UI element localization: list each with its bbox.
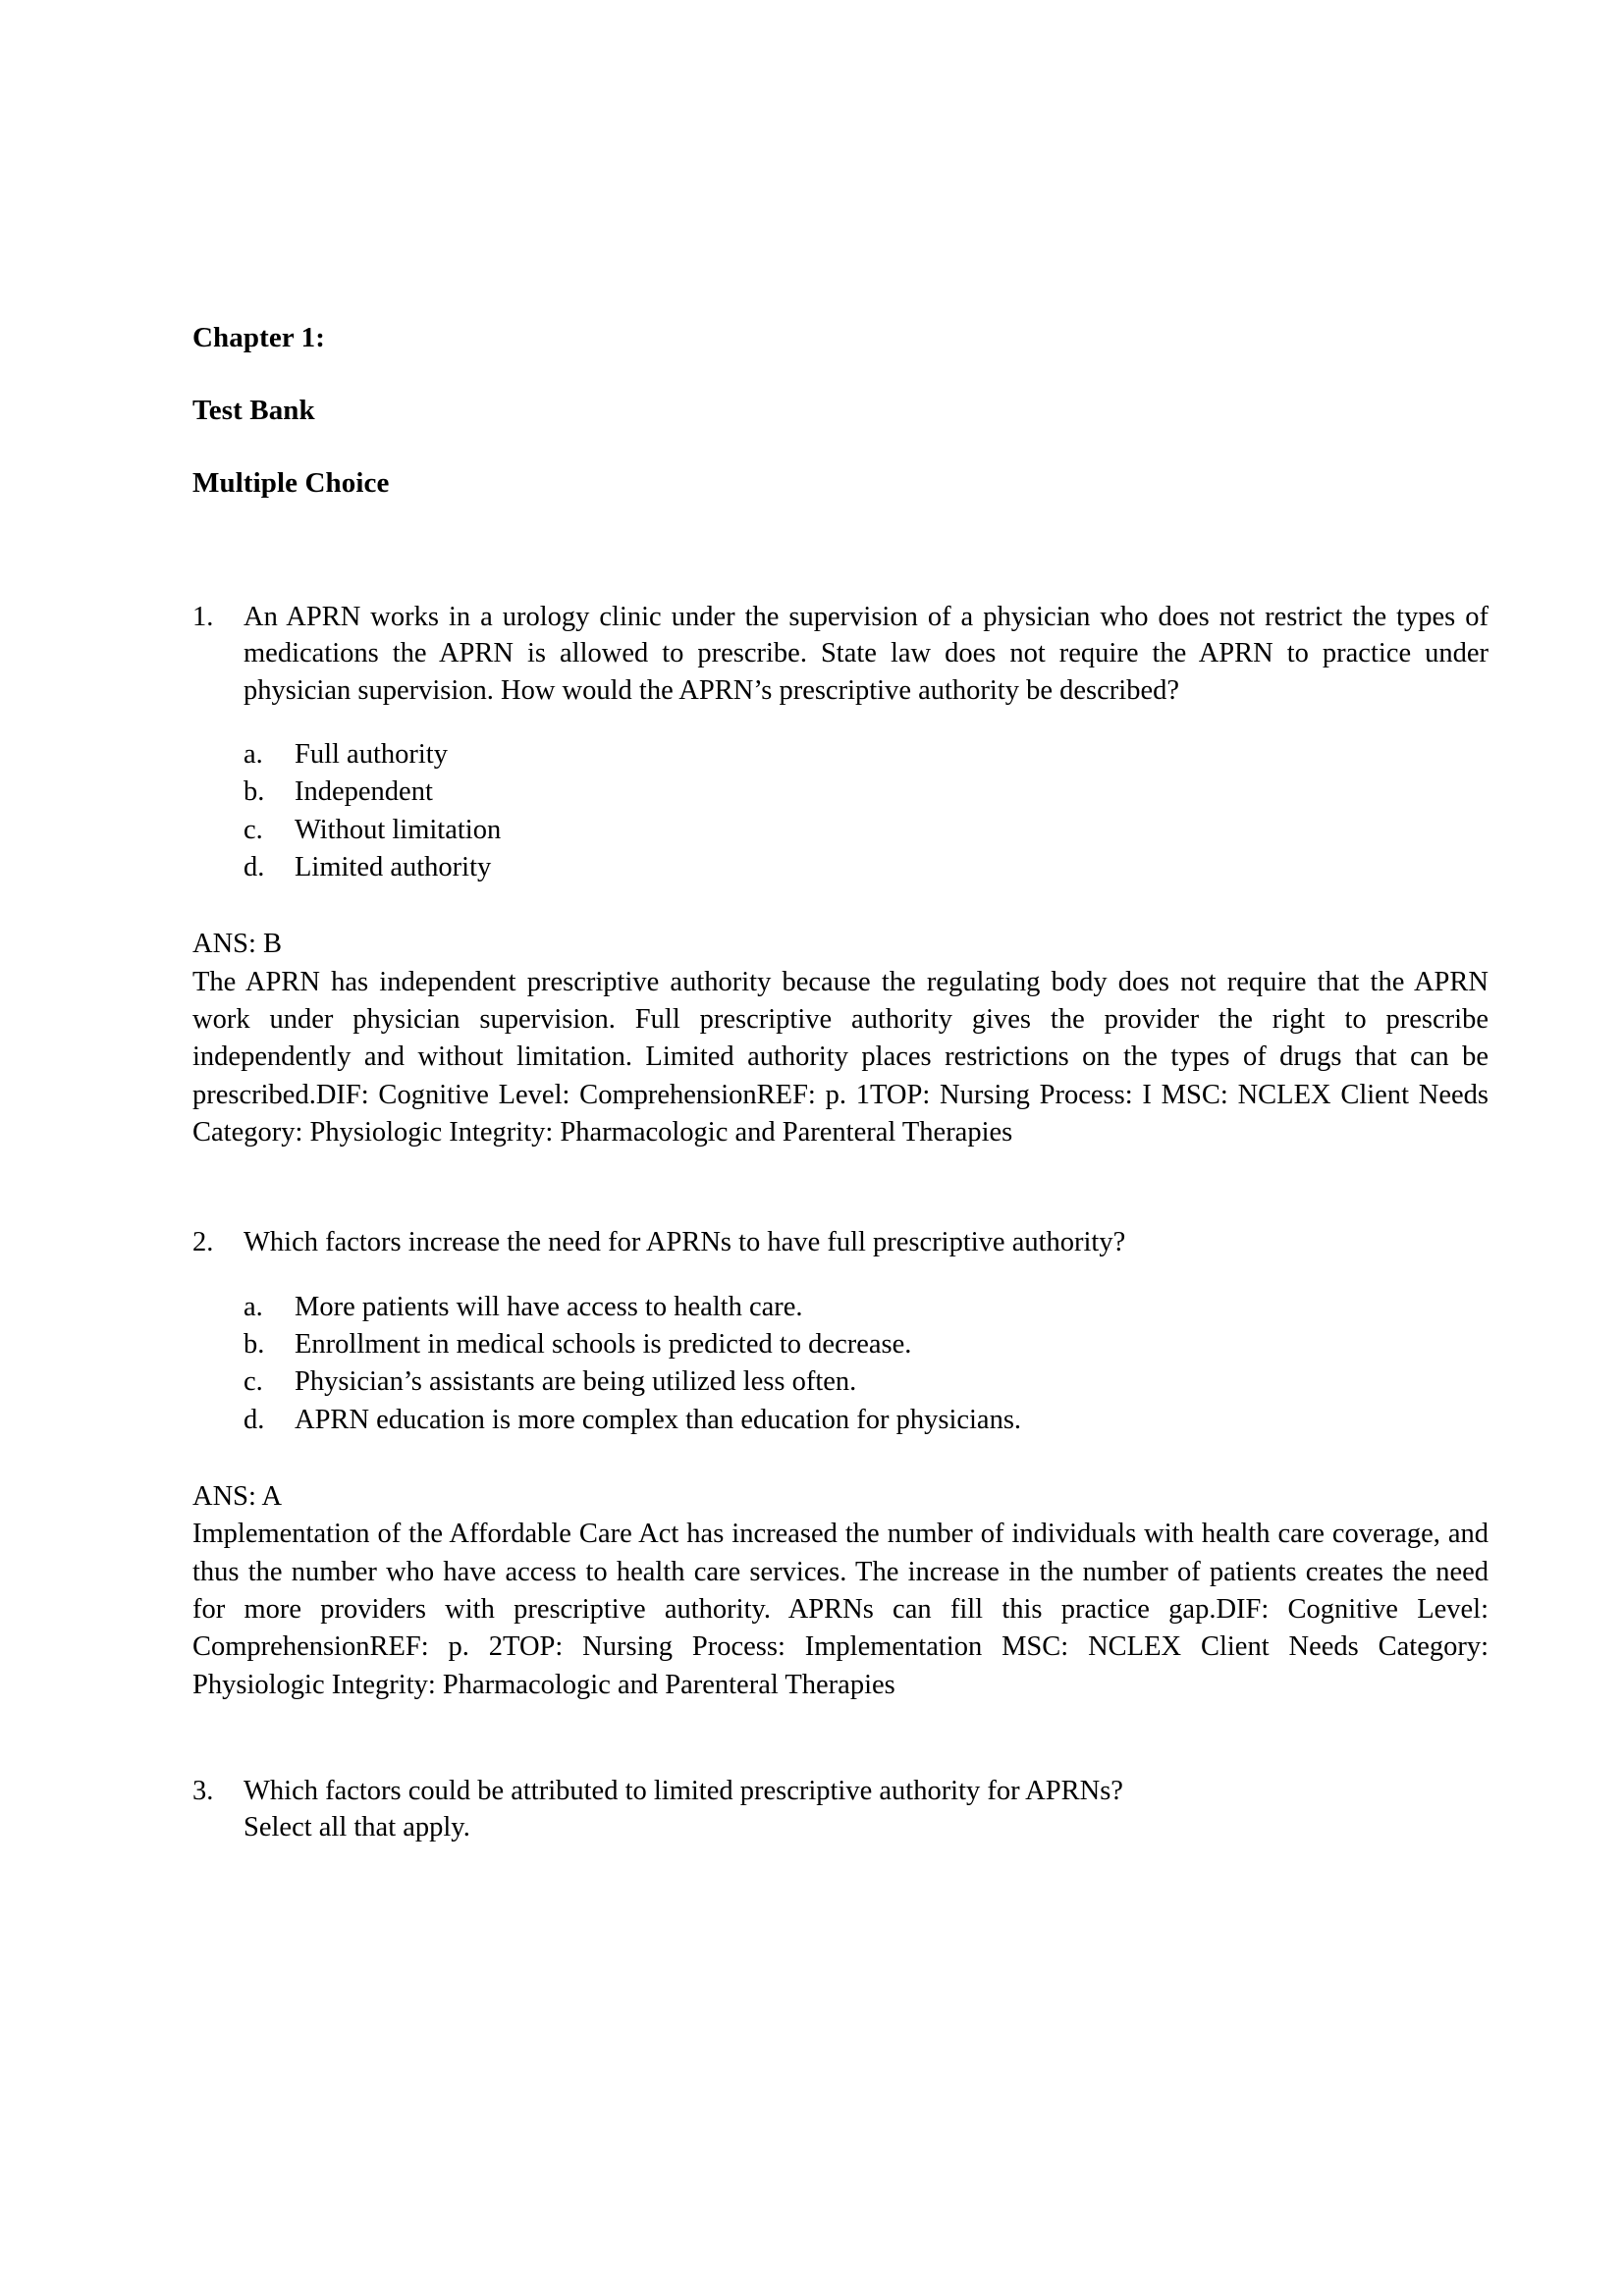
option-text: Limited authority [295, 851, 492, 882]
answer-option[interactable] [192, 1402, 1489, 1439]
question-item-3 [192, 1773, 1489, 1847]
question-stem-row [192, 1224, 1489, 1260]
option-label: c. [244, 1366, 263, 1398]
question-spacer [192, 1151, 1489, 1224]
option-label: b. [244, 1328, 265, 1360]
option-label: b. [244, 776, 265, 808]
answer-rationale: The APRN has independent prescriptive authority because the regulating body does not require that the APRN work under physician supervision. Full prescriptive authority gives the provider the right to prescribe independently and without limitation. Limited authority places restrictions on the types of drugs that can be prescribed.DIF: Cognitive Level: ComprehensionREF: p. 1TOP: Nursing Process: I MSC: NCLEX Client Needs Category: Physiologic Integrity: Pharmacologic and Parenteral Therapies [192, 966, 1489, 1148]
option-label: d. [244, 1404, 265, 1435]
question-stem-text: Which factors could be attributed to limited prescriptive authority for APRNs? [244, 1775, 1123, 1806]
option-text: Independent [295, 776, 433, 808]
option-text: More patients will have access to health care. [295, 1291, 803, 1322]
option-text: Enrollment in medical schools is predicted to decrease. [295, 1328, 912, 1360]
answer-option[interactable] [192, 774, 1489, 811]
option-label: a. [244, 1291, 263, 1322]
answer-option[interactable] [192, 1289, 1489, 1326]
answer-block [192, 926, 1489, 1151]
option-label: d. [244, 851, 265, 882]
test-bank-heading: Test Bank [192, 395, 315, 426]
select-all-that-apply-instruction: Select all that apply. [244, 1812, 470, 1843]
answer-option-list [192, 1289, 1489, 1439]
answer-key-line: ANS: B [192, 929, 283, 960]
option-label: a. [244, 738, 263, 770]
question-item-1 [192, 599, 1489, 1151]
section-heading-multiple-choice: Multiple Choice [192, 467, 390, 499]
answer-option[interactable] [192, 849, 1489, 886]
question-number: 2. [192, 1227, 214, 1258]
question-stem-text: Which factors increase the need for APRNs to have full prescriptive authority? [244, 1227, 1126, 1258]
answer-option[interactable] [192, 1363, 1489, 1401]
option-text: Full authority [295, 738, 448, 770]
question-stem-row [192, 1773, 1489, 1809]
question-stem-text: An APRN works in a urology clinic under the supervision of a physician who does not restrict the types of medications the APRN is allowed to prescribe. State law does not require the APRN to practice under physician supervision. How would the APRN’s prescriptive authority be described? [244, 602, 1489, 706]
option-label: c. [244, 814, 263, 845]
option-text: Without limitation [295, 814, 502, 845]
answer-option[interactable] [192, 812, 1489, 849]
question-number: 3. [192, 1775, 214, 1806]
question-item-2 [192, 1224, 1489, 1704]
option-text: Physician’s assistants are being utilized less often. [295, 1366, 857, 1398]
option-text: APRN education is more complex than education for physicians. [295, 1404, 1022, 1435]
page-content [192, 324, 1489, 1847]
answer-option-list [192, 736, 1489, 886]
chapter-heading: Chapter 1: [192, 322, 325, 353]
answer-option[interactable] [192, 1326, 1489, 1363]
answer-rationale: Implementation of the Affordable Care Act has increased the number of individuals with health care coverage, and thus the number who have access to health care services. The increase in the number of patients creates the need for more providers with prescriptive authority. APRNs can fill this practice gap.DIF: Cognitive Level: ComprehensionREF: p. 2TOP: Nursing Process: Implementation MSC: NCLEX Client Needs Category: Physiologic Integrity: Pharmacologic and Parenteral Therapies [192, 1519, 1489, 1700]
question-number: 1. [192, 602, 214, 632]
question-stem-row [192, 599, 1489, 709]
answer-key-line: ANS: A [192, 1480, 283, 1512]
answer-block [192, 1478, 1489, 1704]
question-spacer [192, 1704, 1489, 1773]
answer-option[interactable] [192, 736, 1489, 774]
heading-body-spacer [192, 542, 1489, 599]
